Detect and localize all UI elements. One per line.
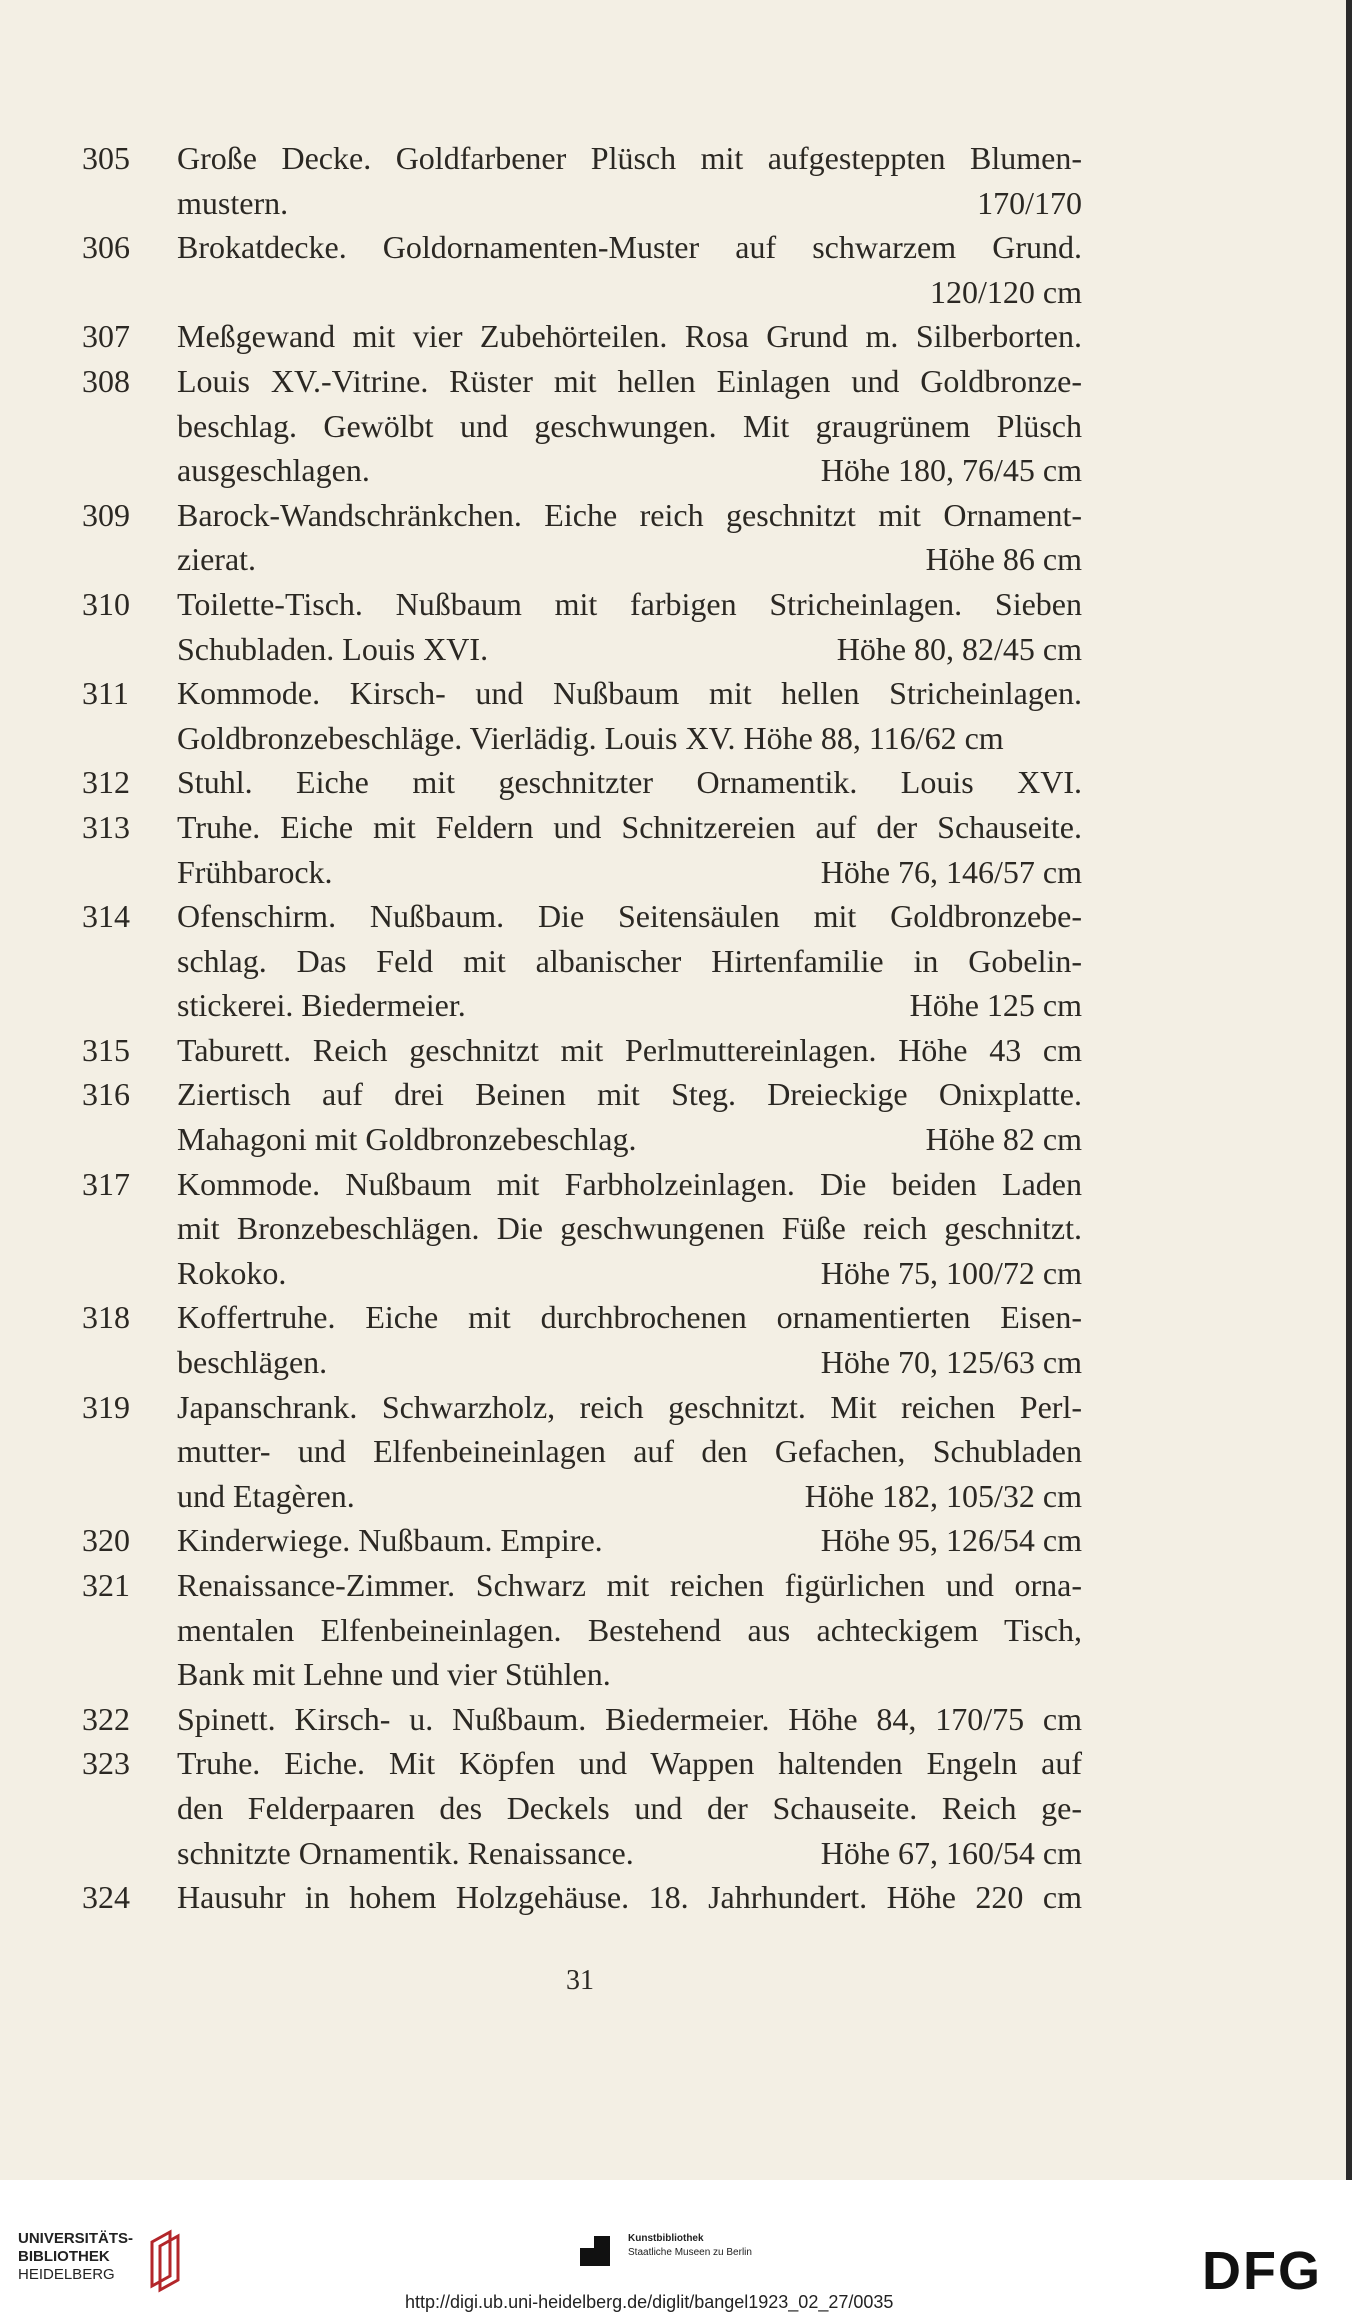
catalog-entry	[82, 136, 1082, 225]
catalog-entry	[82, 1518, 1082, 1563]
entry-line: Barock-Wandschränkchen. Eiche reich geschnitzt mit Ornament-	[177, 496, 1082, 533]
catalog-entry	[82, 359, 1082, 493]
entry-description	[177, 1697, 1082, 1742]
entry-line	[177, 1251, 1082, 1296]
entry-number: 312	[82, 764, 130, 801]
entry-line	[177, 1117, 1082, 1162]
entry-text: und Etagèren.	[177, 1477, 355, 1514]
entry-description	[177, 225, 1082, 314]
entry-line: beschlag. Gewölbt und geschwungen. Mit graugrünem Plüsch	[177, 407, 1082, 444]
entry-line	[177, 850, 1082, 895]
entry-dimensions: Höhe 75, 100/72 cm	[820, 1254, 1082, 1291]
entry-line: Ofenschirm. Nußbaum. Die Seitensäulen mit Goldbronzebe-	[177, 898, 1082, 935]
entry-number: 314	[82, 898, 130, 935]
entry-line: Große Decke. Goldfarbener Plüsch mit aufgesteppten Blumen-	[177, 140, 1082, 176]
entry-dimensions: Höhe 70, 125/63 cm	[820, 1344, 1082, 1381]
entry-line: Stuhl. Eiche mit geschnitzter Ornamentik. Louis XVI.	[177, 764, 1082, 801]
entry-text: stickerei. Biedermeier.	[177, 987, 466, 1024]
digitization-footer	[0, 2180, 1352, 2313]
entry-line	[177, 448, 1082, 493]
entry-description	[177, 582, 1082, 671]
kb-subtitle: Staatliche Museen zu Berlin	[628, 2247, 752, 2258]
entry-number: 323	[82, 1745, 130, 1782]
entry-description	[177, 805, 1082, 894]
entry-line: Renaissance-Zimmer. Schwarz mit reichen figürlichen und orna-	[177, 1567, 1082, 1603]
entry-line	[177, 1831, 1082, 1876]
entry-text: ausgeschlagen.	[177, 452, 370, 489]
kunstbibliothek-label	[628, 2232, 752, 2260]
entry-line	[177, 1474, 1082, 1519]
entry-dimensions: Höhe 182, 105/32 cm	[804, 1477, 1082, 1514]
entry-number: 315	[82, 1031, 130, 1068]
entry-number: 320	[82, 1522, 130, 1559]
entry-description	[177, 1028, 1082, 1073]
catalog-entry	[82, 1385, 1082, 1519]
entry-description	[177, 493, 1082, 582]
ub-heidelberg-logo	[18, 2230, 133, 2284]
entry-description	[177, 1741, 1082, 1875]
entry-description	[177, 314, 1082, 359]
catalog-entry	[82, 760, 1082, 805]
entry-description	[177, 671, 1082, 760]
entry-text: Frühbarock.	[177, 853, 333, 890]
entry-description	[177, 1563, 1082, 1697]
entry-number: 310	[82, 585, 130, 622]
entry-line	[177, 983, 1082, 1028]
entry-line	[177, 181, 1082, 226]
entry-number: 306	[82, 229, 130, 266]
entry-line: 120/120 cm	[930, 273, 1082, 310]
entry-line	[177, 627, 1082, 672]
entry-number: 309	[82, 496, 130, 533]
entry-text: Mahagoni mit Goldbronzebeschlag.	[177, 1121, 637, 1158]
entry-line: Louis XV.-Vitrine. Rüster mit hellen Einlagen und Goldbronze-	[177, 362, 1082, 399]
entry-number: 316	[82, 1076, 130, 1113]
permalink-url[interactable]: http://digi.ub.uni-heidelberg.de/diglit/bangel1923_02_27/0035	[405, 2292, 894, 2312]
entry-text: Rokoko.	[177, 1254, 287, 1291]
catalog-entry	[82, 582, 1082, 671]
entry-dimensions: Höhe 95, 126/54 cm	[820, 1522, 1082, 1559]
entry-description	[177, 1162, 1082, 1296]
entry-number: 307	[82, 318, 130, 355]
entry-line: Goldbronzebeschläge. Vierlädig. Louis XV. Höhe 88, 116/62 cm	[177, 719, 1004, 756]
entry-line: den Felderpaaren des Deckels und der Schauseite. Reich ge-	[177, 1789, 1082, 1826]
entry-text: beschlägen.	[177, 1344, 328, 1381]
entry-description	[177, 1518, 1082, 1563]
entry-line: Meßgewand mit vier Zubehörteilen. Rosa Grund m. Silberborten.	[177, 318, 1082, 355]
entry-number: 322	[82, 1700, 130, 1737]
catalog-entry	[82, 1741, 1082, 1875]
entry-line: Koffertruhe. Eiche mit durchbrochenen ornamentierten Eisen-	[177, 1299, 1082, 1336]
entry-dimensions: Höhe 76, 146/57 cm	[820, 853, 1082, 890]
catalog-entry	[82, 1295, 1082, 1384]
catalog-entry	[82, 671, 1082, 760]
entry-number: 305	[82, 140, 130, 176]
entry-line: Toilette-Tisch. Nußbaum mit farbigen Stricheinlagen. Sieben	[177, 585, 1082, 622]
entry-line: Hausuhr in hohem Holzgehäuse. 18. Jahrhundert. Höhe 220 cm	[177, 1879, 1082, 1916]
entry-line: Kommode. Kirsch- und Nußbaum mit hellen Stricheinlagen.	[177, 675, 1082, 712]
entry-description	[177, 136, 1082, 225]
entry-line: Spinett. Kirsch- u. Nußbaum. Biedermeier. Höhe 84, 170/75 cm	[177, 1700, 1082, 1737]
entry-number: 318	[82, 1299, 130, 1336]
ub-logo-icon	[140, 2228, 186, 2294]
entry-number: 324	[82, 1879, 130, 1916]
entry-line: Japanschrank. Schwarzholz, reich geschnitzt. Mit reichen Perl-	[177, 1388, 1082, 1425]
entry-line: Kommode. Nußbaum mit Farbholzeinlagen. Die beiden Laden	[177, 1165, 1082, 1202]
entry-dimensions: Höhe 180, 76/45 cm	[820, 452, 1082, 489]
entry-dimensions: Höhe 82 cm	[925, 1121, 1082, 1158]
entry-dimensions: Höhe 80, 82/45 cm	[836, 630, 1082, 667]
kb-title: Kunstbibliothek	[628, 2233, 704, 2244]
entry-dimensions: Höhe 67, 160/54 cm	[820, 1834, 1082, 1871]
entry-text: Kinderwiege. Nußbaum. Empire.	[177, 1522, 603, 1559]
entry-line	[177, 537, 1082, 582]
library-name-line1: UNIVERSITÄTS-	[18, 2230, 134, 2247]
entry-number: 313	[82, 808, 130, 845]
library-name-line2: BIBLIOTHEK	[18, 2248, 110, 2265]
catalog-entry	[82, 1162, 1082, 1296]
entry-line: Brokatdecke. Goldornamenten-Muster auf schwarzem Grund.	[177, 229, 1082, 266]
entry-description	[177, 1385, 1082, 1519]
entry-line: Taburett. Reich geschnitzt mit Perlmuttereinlagen. Höhe 43 cm	[177, 1031, 1082, 1068]
catalog-entry	[82, 894, 1082, 1028]
entry-line	[177, 1518, 1082, 1563]
entry-line	[177, 1340, 1082, 1385]
entry-text: schnitzte Ornamentik. Renaissance.	[177, 1834, 634, 1871]
catalog-entries	[82, 136, 1082, 1920]
catalog-entry	[82, 493, 1082, 582]
entry-line: Bank mit Lehne und vier Stühlen.	[177, 1656, 611, 1693]
dfg-logo: DFG	[1202, 2241, 1322, 2301]
catalog-entry	[82, 1875, 1082, 1920]
entry-description	[177, 760, 1082, 805]
catalog-entry	[82, 805, 1082, 894]
entry-number: 317	[82, 1165, 130, 1202]
kunstbibliothek-logo-icon	[578, 2234, 612, 2268]
page-number: 31	[566, 1965, 594, 1996]
entry-description	[177, 1295, 1082, 1384]
catalog-entry	[82, 314, 1082, 359]
entry-dimensions: Höhe 125 cm	[909, 987, 1082, 1024]
catalog-entry	[82, 1563, 1082, 1697]
catalog-entry	[82, 225, 1082, 314]
catalog-entry	[82, 1072, 1082, 1161]
entry-description	[177, 1072, 1082, 1161]
entry-line: Truhe. Eiche mit Feldern und Schnitzereien auf der Schauseite.	[177, 808, 1082, 845]
catalog-entry	[82, 1028, 1082, 1073]
library-name-line3: HEIDELBERG	[18, 2266, 115, 2283]
catalog-entry	[82, 1697, 1082, 1742]
entry-text: Schubladen. Louis XVI.	[177, 630, 489, 667]
entry-dimensions: Höhe 86 cm	[925, 541, 1082, 578]
entry-line: Truhe. Eiche. Mit Köpfen und Wappen haltenden Engeln auf	[177, 1745, 1082, 1782]
entry-line: mit Bronzebeschlägen. Die geschwungenen Füße reich geschnitzt.	[177, 1210, 1082, 1247]
entry-line: schlag. Das Feld mit albanischer Hirtenfamilie in Gobelin-	[177, 942, 1082, 979]
entry-number: 308	[82, 362, 130, 399]
entry-text: mustern.	[177, 184, 289, 221]
entry-dimensions: 170/170	[977, 184, 1082, 221]
entry-number: 311	[82, 675, 129, 712]
entry-number: 321	[82, 1567, 130, 1603]
entry-description	[177, 1875, 1082, 1920]
entry-description	[177, 359, 1082, 493]
entry-text: zierat.	[177, 541, 257, 578]
entry-line: mutter- und Elfenbeineinlagen auf den Gefachen, Schubladen	[177, 1433, 1082, 1470]
entry-description	[177, 894, 1082, 1028]
entry-number: 319	[82, 1388, 130, 1425]
entry-line: Ziertisch auf drei Beinen mit Steg. Dreieckige Onixplatte.	[177, 1076, 1082, 1113]
entry-line: mentalen Elfenbeineinlagen. Bestehend aus achteckigem Tisch,	[177, 1611, 1082, 1648]
